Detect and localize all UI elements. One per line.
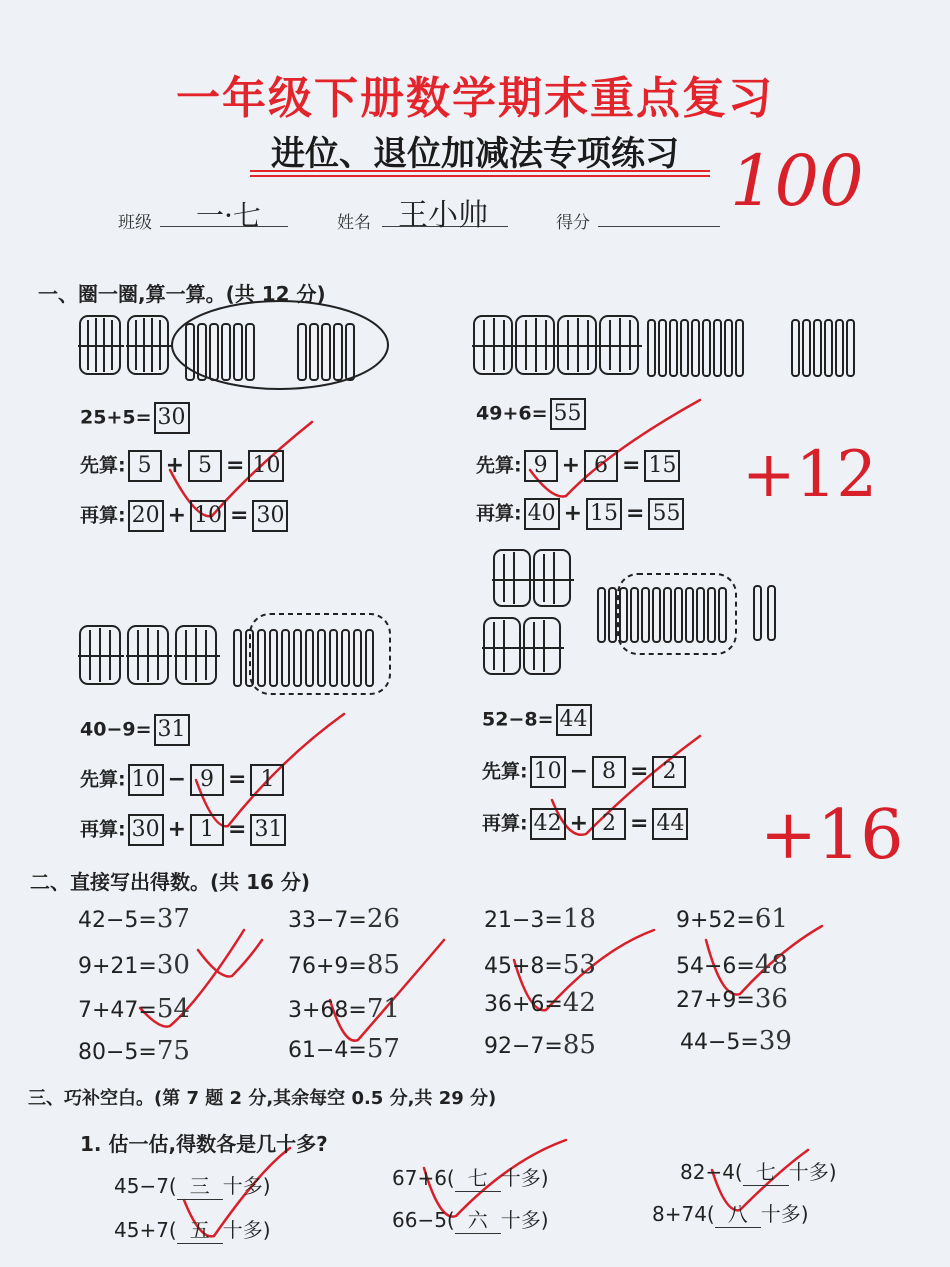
step-box[interactable]: 5 [188,450,222,482]
calc-question: 42−5= [78,908,157,933]
equation-text: 25+5= [80,406,152,429]
calc-item [676,904,788,934]
equation-text: 40−9= [80,718,152,741]
step-box[interactable]: 10 [128,764,164,796]
step-box[interactable]: 2 [592,808,626,840]
section3-heading: 三、巧补空白。(第 7 题 2 分,其余每空 0.5 分,共 29 分) [28,1088,497,1109]
operator: = [226,452,245,478]
estimate-item [652,1198,809,1228]
estimate-question: 82−4( [680,1160,743,1184]
estimate-blank[interactable]: 五 [177,1214,223,1244]
operator: + [165,452,185,478]
estimate-suffix: 十多) [760,1202,809,1226]
estimate-suffix: 十多) [500,1208,549,1232]
calc-item [484,1030,596,1060]
score-field[interactable] [598,200,720,227]
problem1-equation [80,402,192,434]
estimate-item [392,1162,549,1192]
dashed-circle [618,574,736,654]
calc-item [676,950,788,980]
stick-bundle-icon [556,316,600,374]
operator: = [630,810,649,836]
problem4-equation [482,704,594,736]
operator: = [622,452,641,478]
page-title: 一年级下册数学期末重点复习 [176,73,774,124]
stick-bundle-icon [472,316,516,374]
calc-answer[interactable]: 18 [562,904,596,934]
estimate-suffix: 十多) [222,1174,271,1198]
first-label: 先算: [476,454,522,477]
estimate-suffix: 十多) [788,1160,837,1184]
calc-question: 7+47= [78,998,157,1023]
problem3-first-step [80,764,286,796]
calc-question: 80−5= [78,1040,157,1065]
calc-item [288,994,400,1024]
calc-answer[interactable]: 85 [562,1030,596,1060]
operator: = [630,758,649,784]
calc-answer[interactable]: 61 [754,904,788,934]
stick-bundle-icon [126,626,172,684]
calc-answer[interactable]: 30 [156,950,190,980]
calc-item [78,904,190,934]
problem1-first-step [80,450,286,482]
calc-question: 9+21= [78,954,157,979]
step-box[interactable]: 6 [584,450,618,482]
answer-box[interactable]: 31 [154,714,190,746]
first-label: 先算: [482,760,528,783]
calc-question: 44−5= [680,1030,759,1055]
loose-sticks [298,324,354,380]
answer-circle [172,301,388,389]
calc-answer[interactable]: 85 [366,950,400,980]
problem3-equation [80,714,192,746]
estimate-item [392,1204,549,1234]
then-label: 再算: [80,818,126,841]
stick-bundle-icon [78,316,124,374]
calc-question: 61−4= [288,1038,367,1063]
estimate-item [114,1214,271,1244]
subtitle-underline-2 [250,175,710,177]
calc-answer[interactable]: 75 [156,1036,190,1066]
name-label: 姓名 [337,213,371,233]
calc-item [676,984,788,1014]
step-box[interactable]: 9 [524,450,558,482]
calc-answer[interactable]: 39 [758,1026,792,1056]
problem1-then-step [80,500,290,532]
step-box[interactable]: 5 [128,450,162,482]
estimate-question: 67+6( [392,1166,455,1190]
first-label: 先算: [80,454,126,477]
calc-answer[interactable]: 37 [156,904,190,934]
score-mark-12: +12 [742,438,878,512]
class-value: 一·七 [196,199,261,232]
calc-answer[interactable]: 71 [366,994,400,1024]
calc-item [484,988,596,1018]
calc-question: 33−7= [288,908,367,933]
score-value: 100 [730,140,864,222]
estimate-blank[interactable]: 七 [743,1156,789,1186]
step-box[interactable]: 20 [128,500,164,532]
calc-question: 54−6= [676,954,755,979]
name-value: 王小帅 [398,198,488,233]
operator: = [230,502,249,528]
step-box[interactable]: 40 [524,498,560,530]
answer-box[interactable]: 30 [154,402,190,434]
stick-bundle-icon [514,316,558,374]
estimate-blank[interactable]: 六 [455,1204,501,1234]
loose-sticks [186,324,254,380]
problem2-then-step [476,498,686,530]
stick-bundle-icon [532,550,574,606]
equation-text: 49+6= [476,402,548,425]
calc-answer[interactable]: 57 [366,1034,400,1064]
calc-item [78,950,190,980]
subtitle-underline [250,170,710,172]
step-box[interactable]: 15 [586,498,622,530]
section1-heading: 一、圈一圈,算一算。(共 12 分) [38,282,326,306]
operator: = [228,816,247,842]
calc-question: 76+9= [288,954,367,979]
stick-bundle-icon [522,618,564,674]
answer-box[interactable]: 44 [556,704,592,736]
problem4-first-step [482,756,688,788]
section3-q1-label: 1. 估一估,得数各是几十多? [80,1132,328,1156]
step-box[interactable]: 55 [648,498,684,530]
loose-sticks [598,586,775,642]
step-box[interactable]: 2 [652,756,686,788]
score-label: 得分 [556,213,590,233]
operator: = [626,500,645,526]
step-box[interactable]: 30 [252,500,288,532]
calc-item [288,950,400,980]
stick-bundle-icon [126,316,172,374]
estimate-blank[interactable]: 七 [455,1162,501,1192]
step-box[interactable]: 30 [128,814,164,846]
step-box[interactable]: 42 [530,808,566,840]
step-box[interactable]: 44 [652,808,688,840]
operator: + [569,810,589,836]
first-label: 先算: [80,768,126,791]
step-box[interactable]: 15 [644,450,680,482]
operator: + [167,816,187,842]
calc-answer[interactable]: 53 [562,950,596,980]
calc-item [288,1034,400,1064]
estimate-suffix: 十多) [500,1166,549,1190]
calc-item [78,994,190,1024]
calc-answer[interactable]: 26 [366,904,400,934]
stick-bundle-icon [598,316,642,374]
step-box[interactable]: 9 [190,764,224,796]
then-label: 再算: [80,504,126,527]
estimate-question: 66−5( [392,1208,455,1232]
class-label: 班级 [118,213,152,233]
step-box[interactable]: 10 [530,756,566,788]
calc-item [288,904,400,934]
operator: + [561,452,581,478]
section2-heading: 二、直接写出得数。(共 16 分) [30,870,311,894]
calc-question: 3+68= [288,998,367,1023]
estimate-blank[interactable]: 八 [715,1198,761,1228]
calc-question: 21−3= [484,908,563,933]
step-box[interactable]: 8 [592,756,626,788]
step-box[interactable]: 10 [248,450,284,482]
operator: − [167,766,187,792]
equation-text: 52−8= [482,708,554,731]
stick-bundle-icon [492,550,534,606]
calc-answer[interactable]: 54 [156,994,190,1024]
then-label: 再算: [476,502,522,525]
calc-item [680,1026,792,1056]
estimate-suffix: 十多) [222,1218,271,1242]
calc-answer[interactable]: 48 [754,950,788,980]
loose-sticks [234,630,373,686]
operator: + [563,500,583,526]
calc-answer[interactable]: 42 [562,988,596,1018]
step-box[interactable]: 1 [190,814,224,846]
problem2-first-step [476,450,682,482]
problem4-then-step [482,808,690,840]
stick-bundle-icon [482,618,524,674]
loose-sticks [648,320,854,376]
calc-question: 9+52= [676,908,755,933]
answer-box[interactable]: 55 [550,398,586,430]
operator: + [167,502,187,528]
calc-question: 36+6= [484,992,563,1017]
calc-question: 92−7= [484,1034,563,1059]
problem2-equation [476,398,588,430]
stick-bundle-icon [174,626,220,684]
estimate-item [680,1156,837,1186]
calc-item [78,1036,190,1066]
step-box[interactable]: 31 [250,814,286,846]
calc-item [484,950,596,980]
stick-bundle-icon [78,626,124,684]
dashed-circle [250,614,390,694]
then-label: 再算: [482,812,528,835]
operator: = [228,766,247,792]
calc-question: 27+9= [676,988,755,1013]
estimate-item [114,1170,271,1200]
estimate-question: 45−7( [114,1174,177,1198]
estimate-question: 8+74( [652,1202,715,1226]
step-box[interactable]: 10 [190,500,226,532]
problem3-then-step [80,814,288,846]
calc-question: 45+8= [484,954,563,979]
operator: − [569,758,589,784]
page-subtitle: 进位、退位加减法专项练习 [271,134,679,174]
score-mark-16: +16 [760,796,904,875]
estimate-question: 45+7( [114,1218,177,1242]
step-box[interactable]: 1 [250,764,284,796]
calc-item [484,904,596,934]
calc-answer[interactable]: 36 [754,984,788,1014]
estimate-blank[interactable]: 三 [177,1170,223,1200]
